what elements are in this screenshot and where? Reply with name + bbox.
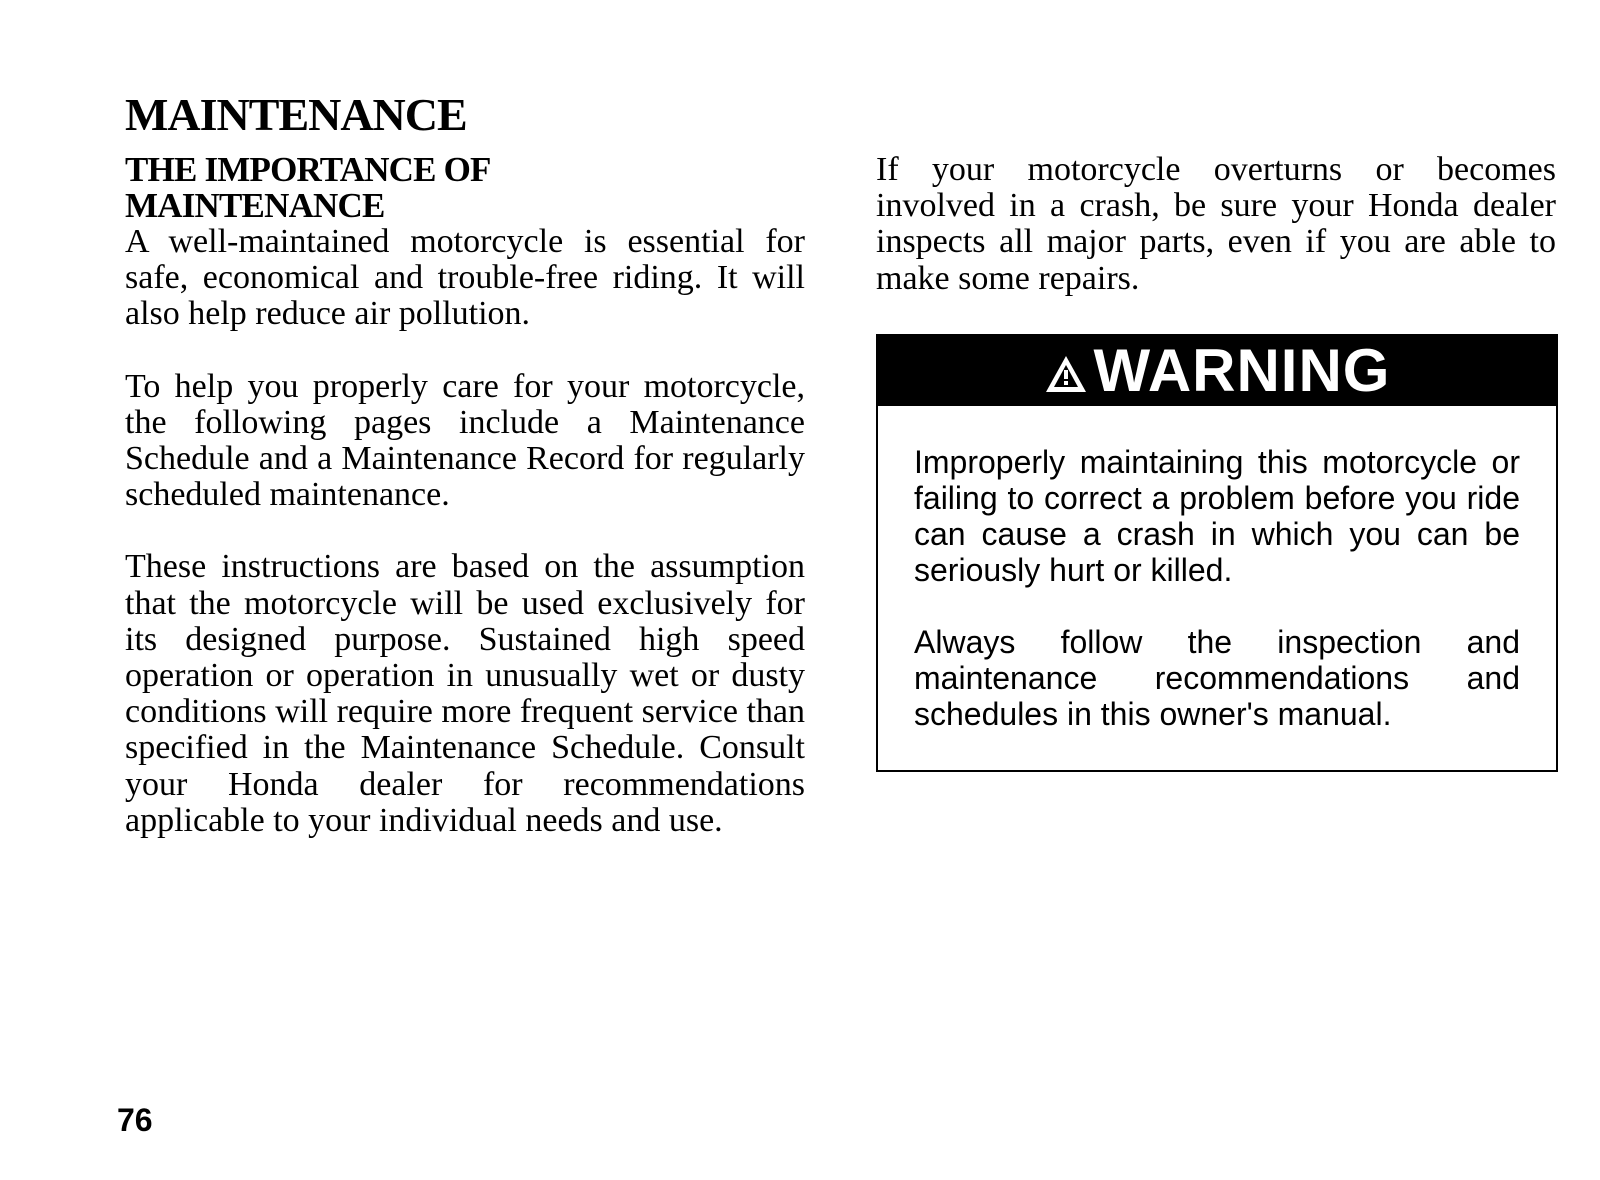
warning-paragraph-2: Always follow the inspection and maintenance recommendations and schedules in this owner's manual. <box>914 624 1520 732</box>
warning-header <box>878 336 1556 406</box>
warning-triangle-icon <box>1044 354 1088 394</box>
warning-box <box>876 334 1558 772</box>
importance-paragraph: A well-maintained motorcycle is essential for safe, economical and trouble-free riding. It will also help reduce air pollution. <box>125 223 805 333</box>
subsection-title <box>125 152 805 224</box>
crash-inspection-paragraph: If your motorcycle overturns or becomes involved in a crash, be sure your Honda dealer inspects all major parts, even if you are able to make some repairs. <box>876 151 1556 297</box>
right-column <box>876 152 1556 297</box>
warning-body <box>878 406 1556 732</box>
subsection-title-line1: THE IMPORTANCE OF <box>125 150 491 189</box>
section-title: MAINTENANCE <box>125 89 467 140</box>
warning-label: WARNING <box>1093 337 1391 404</box>
instructions-paragraph: These instructions are based on the assumption that the motorcycle will be used exclusively for its designed purpose. Sustained high speed operation or operation in unusually wet or dusty conditions will require more frequent service than specified in the Maintenance Schedule. Consult your Honda dealer for recommendations applicable to your individual needs and use. <box>125 548 805 839</box>
warning-paragraph-1: Improperly maintaining this motorcycle or failing to correct a problem before you ride can cause a crash in which you can be seriously hurt or killed. <box>914 444 1520 588</box>
left-column <box>125 152 805 839</box>
subsection-title-line2: MAINTENANCE <box>125 186 385 225</box>
page-number: 76 <box>117 1102 153 1138</box>
schedule-paragraph: To help you properly care for your motorcycle, the following pages include a Maintenance Schedule and a Maintenance Record for regularly scheduled maintenance. <box>125 367 805 514</box>
